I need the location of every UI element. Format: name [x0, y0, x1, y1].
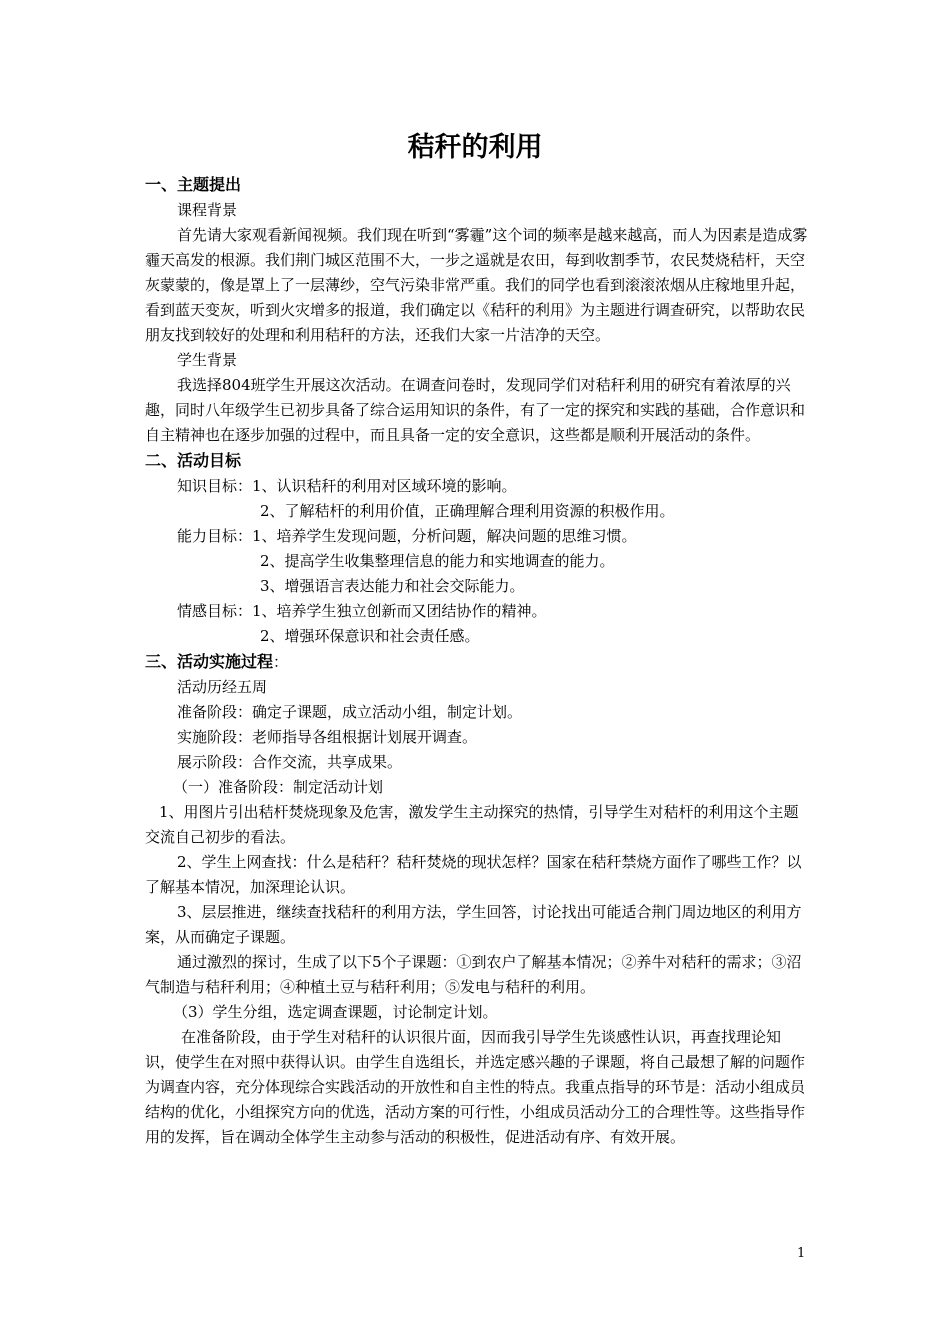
prep-stage: 准备阶段：确定子课题，成立活动小组，制定计划。: [177, 703, 523, 721]
step-2: 2、学生上网查找：什么是秸秆？秸秆焚烧的现状怎样？国家在秸秆禁烧方面作了哪些工作？以了解基本情况，加深理论认识。: [145, 853, 802, 896]
document-title: 秸秆的利用: [407, 132, 543, 163]
activity-duration: 活动历经五周: [177, 678, 268, 696]
section-heading-1: 一、主题提出: [145, 175, 242, 194]
step-1: 1、用图片引出秸杆焚烧现象及危害，激发学生主动探究的热情，引导学生对秸杆的利用这个主题交流自己初步的看法。: [145, 803, 799, 846]
section-heading-3-colon: ：: [273, 653, 289, 671]
knowledge-goal-1: 知识目标：1、认识秸秆的利用对区域环境的影响。: [177, 477, 517, 495]
ability-goal-2: 2、提高学生收集整理信息的能力和实地调查的能力。: [260, 552, 615, 570]
section-heading-3-line: [145, 649, 808, 675]
course-background-text: 首先请大家观看新闻视频。我们现在听到“雾霾”这个词的频率是越来越高，而人为因素是造成雾霾天高发的根源。我们荆门城区范围不大，一步之遥就是农田，每到收割季节，农民焚烧秸杆，天空灰蒙蒙的，像是罩上了一层薄纱，空气污染非常严重。我们的同学也看到滚滚浓烟从庄稼地里升起，看到蓝天变灰，听到火灾增多的报道，我们确定以《秸秆的利用》为主题进行调查研究，以帮助农民朋友找到较好的处理和利用秸秆的方法，还我们大家一片洁净的天空。: [145, 226, 808, 344]
student-background-text: 我选择804班学生开展这次活动。在调查问卷时，发现同学们对秸秆利用的研究有着浓厚的兴趣，同时八年级学生已初步具备了综合运用知识的条件，有了一定的探究和实践的基础，合作意识和自主精神也在逐步加强的过程中，而且具备一定的安全意识，这些都是顺利开展活动的条件。: [145, 376, 806, 444]
emotion-goal-1: 情感目标：1、培养学生独立创新而又团结协作的精神。: [177, 602, 547, 620]
ability-goal-1: 能力目标：1、培养学生发现问题，分析问题，解决问题的思维习惯。: [177, 527, 637, 545]
step-3: 3、层层推进，继续查找秸秆的利用方法，学生回答，讨论找出可能适合荆门周边地区的利用方案，从而确定子课题。: [145, 903, 802, 946]
subtopics-paragraph: 通过激烈的探讨，生成了以下5个子课题：①到农户了解基本情况；②养牛对秸秆的需求；③沼气制造与秸秆利用；④种植土豆与秸秆利用；⑤发电与秸秆的利用。: [145, 953, 802, 996]
section-heading-2: 二、活动目标: [145, 451, 242, 470]
document-body: [145, 172, 808, 1150]
section-heading-3: 三、活动实施过程: [145, 652, 274, 671]
page-number: 1: [797, 1246, 806, 1261]
subsection-heading-1: （一）准备阶段：制定活动计划: [173, 778, 384, 796]
course-background-label: 课程背景: [177, 201, 238, 219]
presentation-stage: 展示阶段：合作交流，共享成果。: [177, 753, 403, 771]
emotion-goal-2: 2、增强环保意识和社会责任感。: [260, 627, 480, 645]
ability-goal-3: 3、增强语言表达能力和社会交际能力。: [260, 577, 525, 595]
prep-stage-summary: 在准备阶段，由于学生对秸秆的认识很片面，因而我引导学生先谈感性认识，再查找理论知识，使学生在对照中获得认识。由学生自选组长，并选定感兴趣的子课题，将自己最想了解的问题作为调查内容，充分体现综合实践活动的开放性和自主性的特点。我重点指导的环节是：活动小组成员结构的优化，小组探究方向的优选，活动方案的可行性，小组成员活动分工的合理性等。这些指导作用的发挥，旨在调动全体学生主动参与活动的积极性，促进活动有序、有效开展。: [145, 1028, 806, 1146]
knowledge-goal-2: 2、了解秸杆的利用价值，正确理解合理利用资源的积极作用。: [260, 502, 675, 520]
implementation-stage: 实施阶段：老师指导各组根据计划展开调查。: [177, 728, 478, 746]
step-grouping: （3）学生分组，选定调查课题，讨论制定计划。: [173, 1003, 498, 1021]
student-background-label: 学生背景: [177, 351, 238, 369]
